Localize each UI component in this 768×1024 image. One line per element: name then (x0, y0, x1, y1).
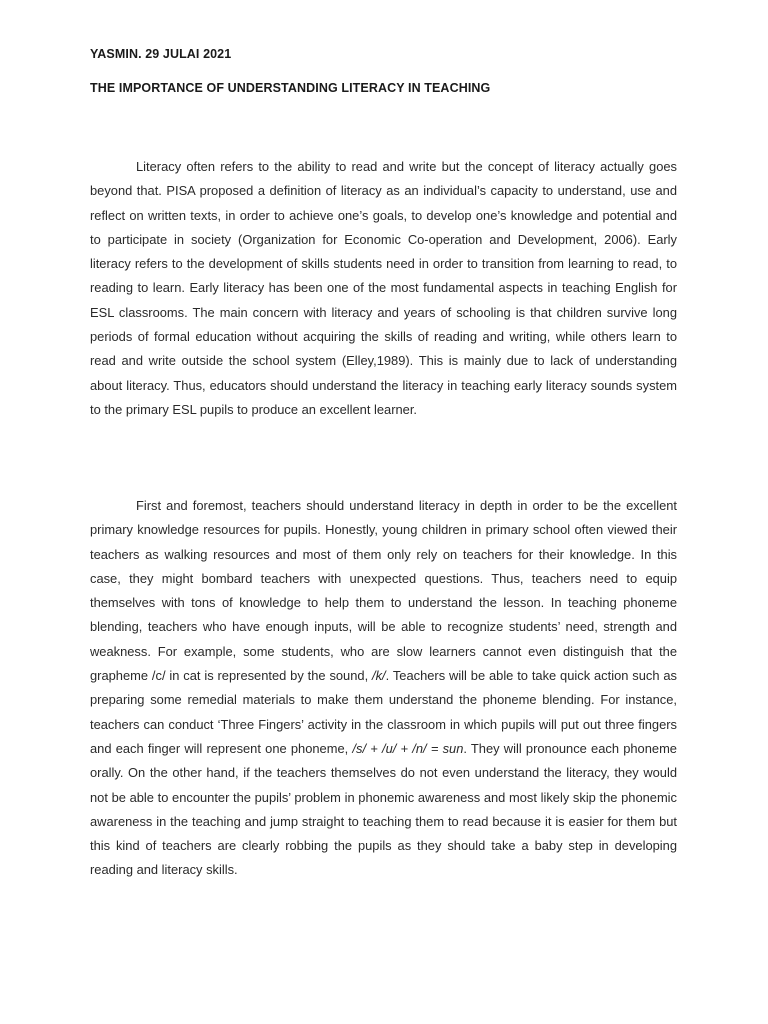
paragraph-2-text-segment: . They will pronounce each phoneme orally. On the other hand, if the teachers themselves do not even understand the literacy, they would not be able to encounter the pupils’ problem in phonemic awareness and most likely skip the phonemic awareness in the teaching and jump straight to teaching them to read because it is easier for them but this kind of teachers are clearly robbing the pupils as they should take a baby step in developing reading and literacy skills. (90, 740, 677, 878)
author-date-line: YASMIN. 29 JULAI 2021 (90, 47, 232, 61)
paragraph-2-text-segment: First and foremost, teachers should understand literacy in depth in order to be the excellent primary knowledge resources for pupils. Honestly, young children in primary school often viewed their teachers as walking resources and most of them only rely on teachers for their knowledge. In this case, they might bombard teachers with unexpected questions. Thus, teachers need to equip themselves with tons of knowledge to help them to understand the lesson. In teaching phoneme blending, teachers who have enough inputs, will be able to recognize students’ need, strength and weakness. For example, some students, who are slow learners cannot even distinguish that the grapheme /c/ in cat is represented by the sound, (90, 498, 677, 684)
document-title: THE IMPORTANCE OF UNDERSTANDING LITERACY IN TEACHING (90, 81, 491, 95)
paragraph-1: Literacy often refers to the ability to read and write but the concept of literacy actually goes beyond that. PISA proposed a definition of literacy as an individual’s capacity to understand, use and reflect on written texts, in order to achieve one’s goals, to develop one’s knowledge and potential and to participate in society (Organization for Economic Co-operation and Development, 2006). Early literacy refers to the development of skills students need in order to transition from learning to read, to reading to learn. Early literacy has been one of the most fundamental aspects in teaching English for ESL classrooms. The main concern with literacy and years of schooling is that children survive long periods of formal education without acquiring the skills of reading and writing, while others learn to read and write outside the school system (Elley,1989). This is mainly due to lack of understanding about literacy. Thus, educators should understand the literacy in teaching early literacy sounds system to the primary ESL pupils to produce an excellent learner. (90, 159, 677, 417)
phoneme-k-italic: /k/ (372, 668, 386, 684)
paragraph-2-text-segment: . Teachers will be able to take quick action such as preparing some remedial materials to make them understand the phoneme blending. For instance, teachers can conduct ‘Three Fingers’ activity in the classroom in which pupils will put out three fingers and each finger will represent one phoneme, (90, 668, 677, 756)
phoneme-blend-example-italic: /s/ + /u/ + /n/ = sun (352, 740, 464, 756)
paragraph-2 (90, 494, 677, 883)
